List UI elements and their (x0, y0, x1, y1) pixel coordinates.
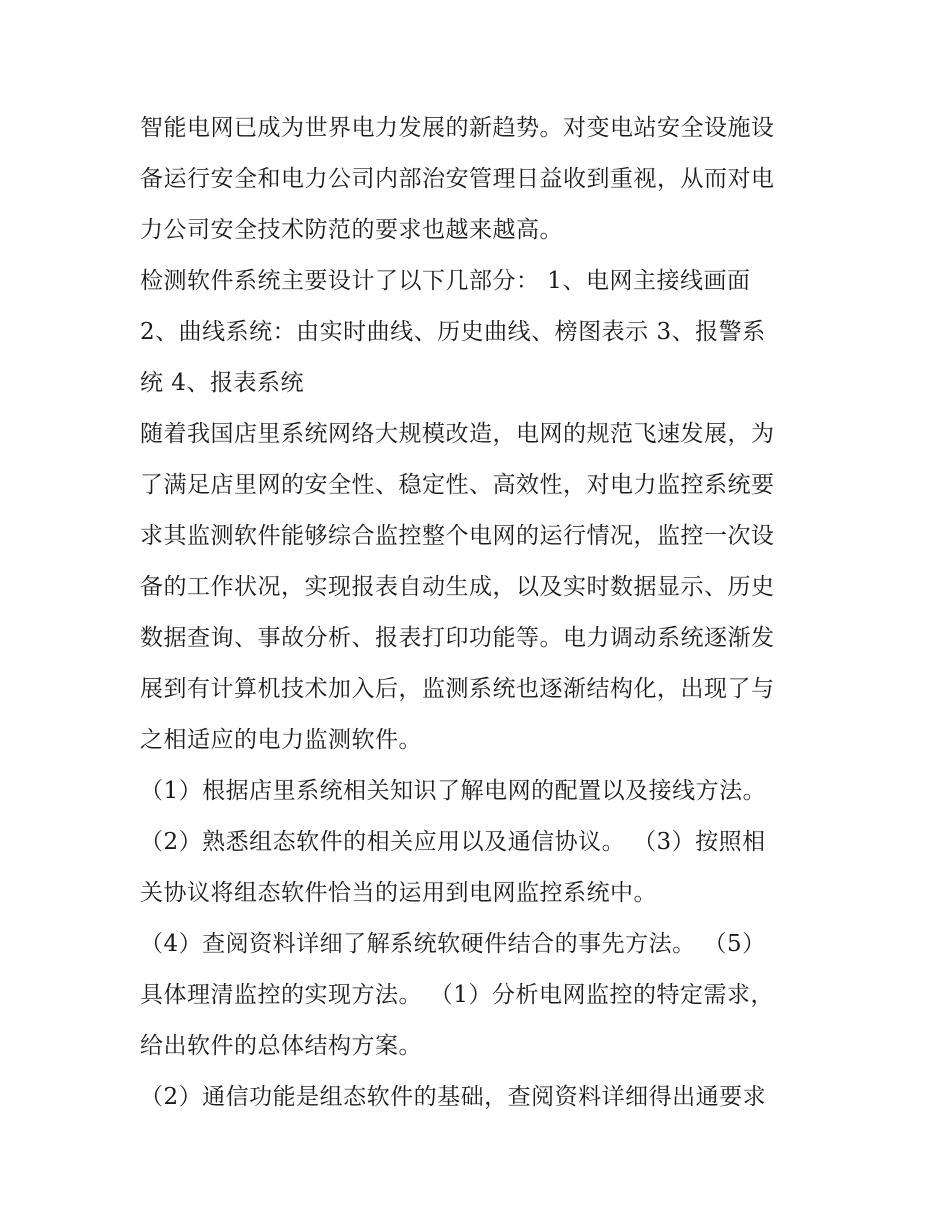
text-line: 数据查询、事故分析、报表打印功能等。电力调动系统逐渐发 (140, 625, 775, 651)
text-line: 随着我国店里系统网络大规模改造，电网的规范飞速发展，为 (140, 421, 775, 447)
text-line: 2、曲线系统：由实时曲线、历史曲线、榜图表示 3、报警系 (140, 319, 766, 345)
text-line: 给出软件的总体结构方案。 (140, 1033, 422, 1059)
text-line: 备的工作状况，实现报表自动生成，以及实时数据显示、历史 (140, 574, 775, 600)
text-line: 统 4、报表系统 (140, 370, 304, 396)
text-line: 之相适应的电力监测软件。 (140, 727, 422, 753)
text-line: 求其监测软件能够综合监控整个电网的运行情况，监控一次设 (140, 523, 775, 549)
text-line: 具体理清监控的实现方法。 （1）分析电网监控的特定需求， (140, 982, 774, 1008)
text-line: 展到有计算机技术加入后，监测系统也逐渐结构化，出现了与 (140, 676, 775, 702)
text-line: （2）熟悉组态软件的相关应用以及通信协议。 （3）按照相 (140, 829, 766, 855)
text-line: （4）查阅资料详细了解系统软硬件结合的事先方法。 （5） (140, 931, 766, 957)
text-line: 检测软件系统主要设计了以下几部分： 1、电网主接线画面 (140, 268, 751, 294)
text-line: （2）通信功能是组态软件的基础，查阅资料详细得出通要求 (140, 1084, 767, 1110)
text-line: （1）根据店里系统相关知识了解电网的配置以及接线方法。 (140, 778, 767, 804)
text-line: 了满足店里网的安全性、稳定性、高效性，对电力监控系统要 (140, 472, 775, 498)
text-line: 智能电网已成为世界电力发展的新趋势。对变电站安全设施设 (140, 115, 775, 141)
text-line: 力公司安全技术防范的要求也越来越高。 (140, 217, 563, 243)
text-line: 关协议将组态软件恰当的运用到电网监控系统中。 (140, 880, 657, 906)
text-line: 备运行安全和电力公司内部治安管理日益收到重视，从而对电 (140, 166, 775, 192)
